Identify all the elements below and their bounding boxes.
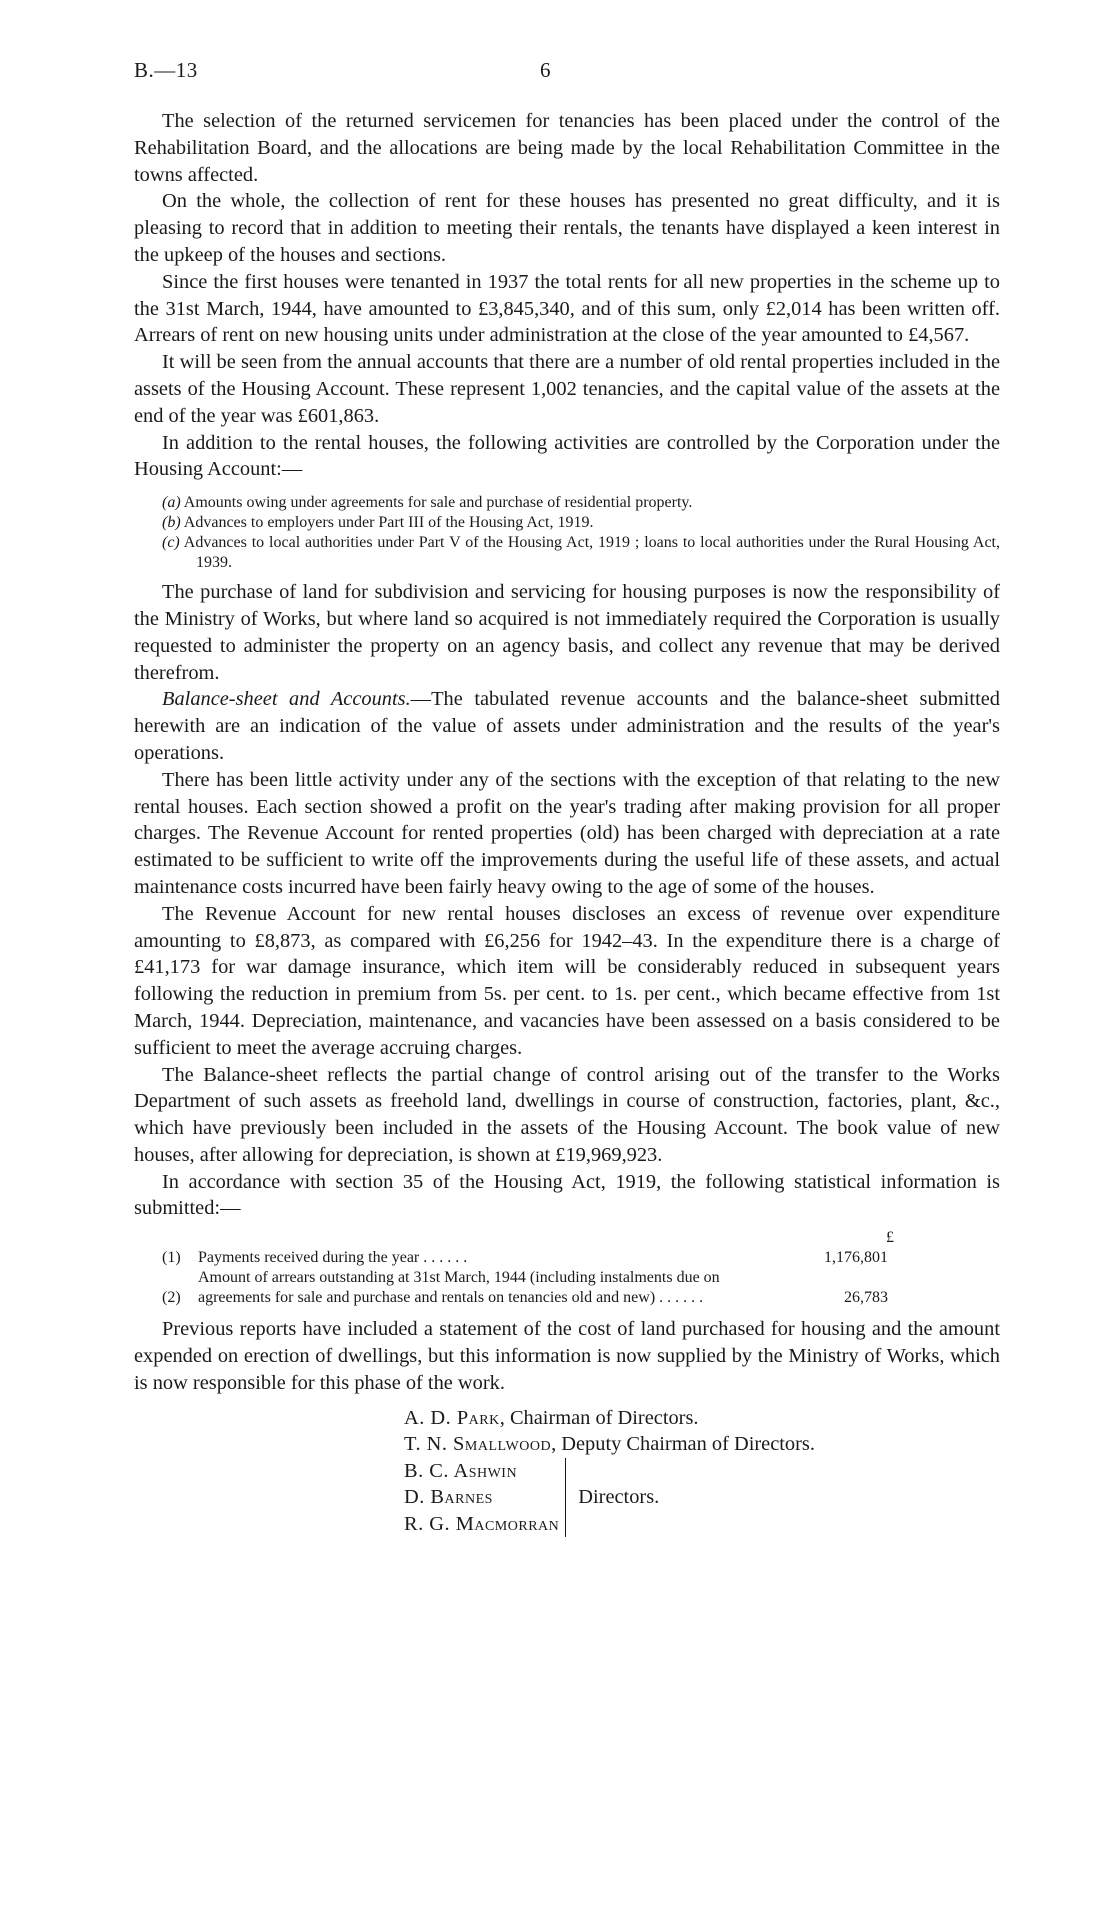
list-item-label: (c) (162, 534, 180, 552)
row-value: 26,783 (844, 1289, 888, 1307)
list-item-text: Amounts owing under agreements for sale and purchase of residential property. (183, 494, 693, 512)
paragraph: In accordance with section 35 of the Housing Act, 1919, the following statistical information is submitted:— (134, 1170, 1000, 1220)
signature-block (404, 1405, 1000, 1538)
paragraph: The selection of the returned servicemen for tenancies has been placed under the control of the Rehabilitation Board, and the allocations are being made by the local Rehabilitation Committee in the towns affected. (134, 110, 1000, 186)
document-body (134, 108, 1000, 1537)
paragraph: On the whole, the collection of rent for these houses has presented no great difficulty, and it is pleasing to record that in addition to meeting their rentals, the tenants have displayed a keen interest in the upkeep of the houses and sections. (134, 190, 1000, 266)
paragraph: In addition to the rental houses, the following activities are controlled by the Corporation under the Housing Account:— (134, 431, 1000, 481)
balance-heading: Balance-sheet and Accounts. (162, 688, 411, 711)
currency-header: £ (886, 1229, 894, 1247)
director-name: R. G. Macmorran (404, 1512, 560, 1535)
row-label: (1) (162, 1249, 181, 1267)
chairman-title: , Chairman of Directors. (499, 1406, 699, 1429)
directors-names (404, 1458, 566, 1538)
deputy-line (404, 1431, 1000, 1458)
paragraph: The purchase of land for subdivision and servicing for housing purposes is now the responsibility of the Ministry of Works, but where land so acquired is not immediately required the Corporation is usually requested to administer the property on an agency basis, and collect any revenue that may be derived therefrom. (134, 581, 1000, 684)
chairman-name: A. D. Park (404, 1406, 500, 1429)
row-value: 1,176,801 (824, 1249, 888, 1267)
table-row (134, 1248, 1000, 1268)
list-item (162, 493, 1000, 513)
directors-label: Directors. (578, 1486, 660, 1509)
list-item-text: Advances to local authorities under Part V of the Housing Act, 1919 ; loans to local authorities under the Rural Housing Act, 1939. (183, 534, 1000, 572)
director-name: B. C. Ashwin (404, 1459, 518, 1482)
list-item-label: (a) (162, 494, 181, 512)
balance-text: —The tabulated revenue accounts and the balance-sheet submitted herewith are an indication of the value of assets under administration and the results of the year's operations. (134, 688, 1000, 764)
balance-paragraph (134, 686, 1000, 766)
row-text: Amount of arrears outstanding at 31st March, 1944 (including instalments due on agreements for sale and purchase and rentals on tenancies old and new) . . . . . . (198, 1269, 720, 1307)
paragraph: The Balance-sheet reflects the partial change of control arising out of the transfer to the Works Department of such assets as freehold land, dwellings in course of construction, factories, plant, &c., which have previously been included in the assets of the Housing Account. The book value of new houses, after allowing for depreciation, is shown at £19,969,923. (134, 1063, 1000, 1166)
chairman-line (404, 1405, 1000, 1432)
page-number: 6 (540, 58, 551, 82)
document-reference: B.—13 (134, 58, 198, 82)
deputy-title: , Deputy Chairman of Directors. (551, 1433, 815, 1456)
paragraph: The Revenue Account for new rental houses discloses an excess of revenue over expenditure amounting to £8,873, as compared with £6,256 for 1942–43. In the expenditure there is a charge of £41,173 for war damage insurance, which item will be considerably reduced in subsequent years following the reduction in premium from 5s. per cent. to 1s. per cent., which became effective from 1st March, 1944. Depreciation, maintenance, and vacancies have been assessed on a basis considered to be sufficient to meet the average accruing charges. (134, 902, 1000, 1059)
activities-list (134, 493, 1000, 573)
row-label: (2) (162, 1289, 181, 1307)
paragraph: It will be seen from the annual accounts that there are a number of old rental properties included in the assets of the Housing Account. These represent 1,002 tenancies, and the capital value of the assets at the end of the year was £601,863. (134, 351, 1000, 427)
row-text: Payments received during the year . . . . . . (198, 1249, 468, 1267)
statistics-table (134, 1228, 1000, 1308)
paragraph: There has been little activity under any of the sections with the exception of that relating to the new rental houses. Each section showed a profit on the year's trading after making provision for all proper charges. The Revenue Account for rented properties (old) has been charged with depreciation at a rate estimated to be sufficient to write off the improvements during the useful life of these assets, and actual maintenance costs incurred have been fairly heavy owing to the age of some of the houses. (134, 768, 1000, 898)
list-item (162, 513, 1000, 533)
list-item-label: (b) (162, 514, 181, 532)
paragraph: Since the first houses were tenanted in 1937 the total rents for all new properties in the scheme up to the 31st March, 1944, have amounted to £3,845,340, and of this sum, only £2,014 has been written off. Arrears of rent on new housing units under administration at the close of the year amounted to £4,567. (134, 270, 1000, 347)
deputy-name: T. N. Smallwood (404, 1433, 552, 1456)
director-name: D. Barnes (404, 1486, 493, 1509)
directors-group (404, 1458, 1000, 1538)
list-item (162, 533, 1000, 573)
closing-paragraph: Previous reports have included a statement of the cost of land purchased for housing and the amount expended on erection of dwellings, but this information is now supplied by the Ministry of Works, which is now responsible for this phase of the work. (134, 1318, 1000, 1394)
table-row (134, 1268, 1000, 1308)
list-item-text: Advances to employers under Part III of the Housing Act, 1919. (183, 514, 594, 532)
